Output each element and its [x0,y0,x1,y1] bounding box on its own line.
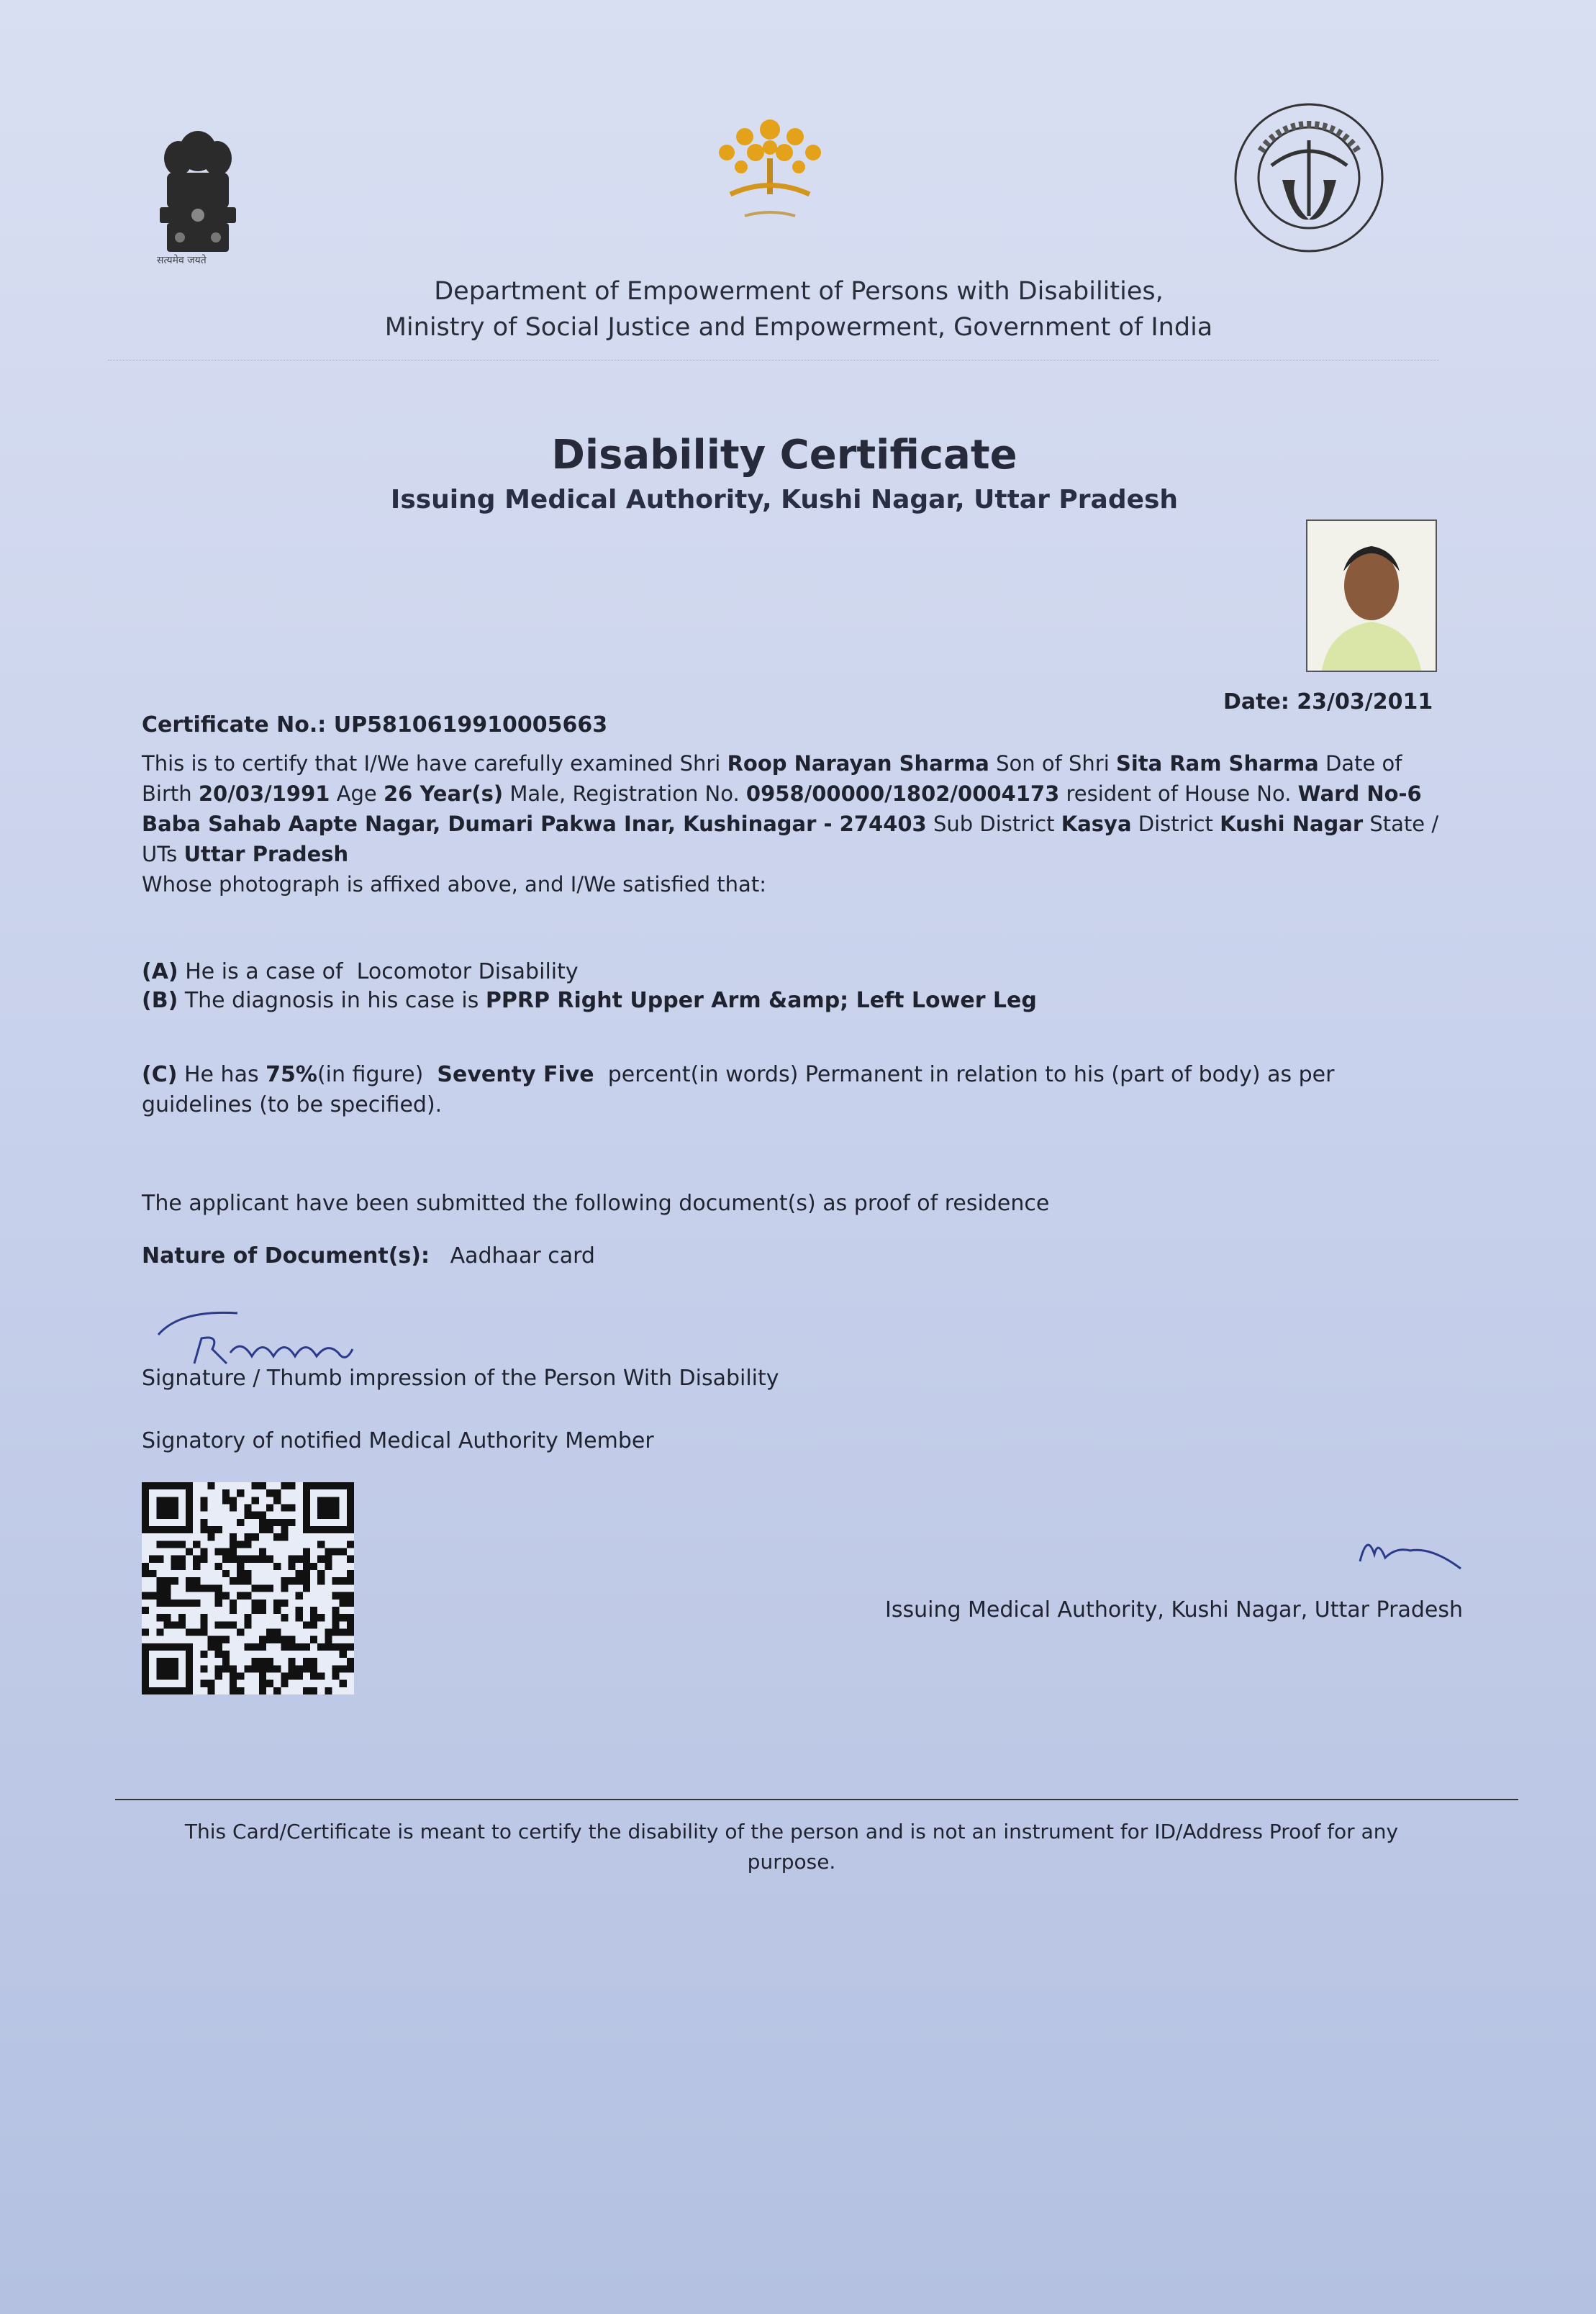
clause-text: percent(in words) Permanent in relation to his (part of body) as per guidelines (to be specified). [142,1062,1335,1117]
footer-line-1: This Card/Certificate is meant to certify the disability of the person and is not an instrument for ID/Address Proof for any [184,1820,1399,1843]
footer-divider [115,1799,1518,1800]
text-fragment: State / UTs [142,812,1439,866]
clause-a [142,957,1451,987]
document-nature-value: Aadhaar card [450,1243,595,1269]
date-label: Date: [1223,689,1289,714]
clause-marker: (A) [142,959,178,984]
department-header [288,273,1310,345]
authority-label: Issuing Medical Authority, Kushi Nagar, Uttar Pradesh [885,1597,1463,1623]
text-fragment: Sub District [933,812,1055,836]
document-nature-label: Nature of Document(s): [142,1243,430,1269]
certificate-number-label: Certificate No.: [142,712,327,738]
applicant-name: Roop Narayan Sharma [727,751,989,776]
residence-statement: The applicant have been submitted the following document(s) as proof of residence [142,1191,1050,1216]
certificate-number [142,712,607,738]
clause-c [142,1060,1451,1120]
authority-signature-icon [1353,1518,1468,1576]
department-line-2: Ministry of Social Justice and Empowerment, Government of India [384,313,1213,342]
clause-text: He is a case of [185,959,343,984]
father-name: Sita Ram Sharma [1115,751,1319,776]
text-fragment: Date of Birth [142,751,1402,806]
page-subtitle: Issuing Medical Authority, Kushi Nagar, Uttar Pradesh [390,485,1179,514]
uttar-pradesh-seal-icon [1232,101,1387,255]
disability-percent-words: Seventy Five [437,1062,594,1087]
registration-number: 0958/00000/1802/0004173 [745,781,1060,806]
disability-type: Locomotor Disability [356,959,579,984]
date-value: 23/03/2011 [1297,689,1433,714]
department-line-1: Department of Empowerment of Persons with Disabilities, [434,277,1164,306]
text-fragment: This is to certify that I/We have carefully examined Shri [142,751,721,776]
page-title: Disability Certificate [551,432,1017,478]
clause-marker: (B) [142,988,178,1013]
photo-statement: Whose photograph is affixed above, and I/We satisfied that: [142,872,766,897]
district-value: Kushi Nagar [1220,812,1364,836]
clause-marker: (C) [142,1062,178,1087]
qr-code-icon [142,1482,354,1694]
date-of-birth: 20/03/1991 [198,781,330,806]
certification-paragraph [142,748,1451,899]
certificate-date [1223,689,1433,714]
text-fragment: District [1138,812,1213,836]
text-fragment: Male, Registration No. [509,781,740,806]
emblem-caption: सत्यमेव जयते [157,255,207,266]
text-fragment: Son of Shri [996,751,1110,776]
clause-b [142,986,1451,1016]
address-value: Ward No-6 Baba Sahab Aapte Nagar, Dumari Pakwa Inar, Kushinagar - 274403 [142,781,1422,836]
clause-text: The diagnosis in his case is [184,988,479,1013]
applicant-photo [1306,519,1437,672]
age-value: 26 Year(s) [384,781,504,806]
ashoka-emblem-icon [151,122,245,273]
footer-disclaimer [180,1817,1403,1877]
diagnosis-value: PPRP Right Upper Arm &amp; Left Lower Leg [485,988,1037,1013]
clause-text: He has [184,1062,259,1087]
person-photo-icon [1307,521,1436,671]
text-fragment: resident of House No. [1066,781,1292,806]
text-fragment: Age [336,781,377,806]
clause-text: (in figure) [317,1062,424,1087]
signatory-label: Signatory of notified Medical Authority Member [142,1428,654,1453]
document-nature [142,1243,595,1269]
footer-line-2: purpose. [747,1850,836,1874]
sub-district-value: Kasya [1061,812,1132,836]
certificate-number-value: UP5810619910005663 [333,712,608,738]
person-signature-icon [151,1295,410,1374]
state-value: Uttar Pradesh [183,842,349,866]
disability-percent: 75% [266,1062,317,1087]
sugamya-bharat-logo-icon [702,108,838,234]
person-signature-label: Signature / Thumb impression of the Person With Disability [142,1366,779,1391]
